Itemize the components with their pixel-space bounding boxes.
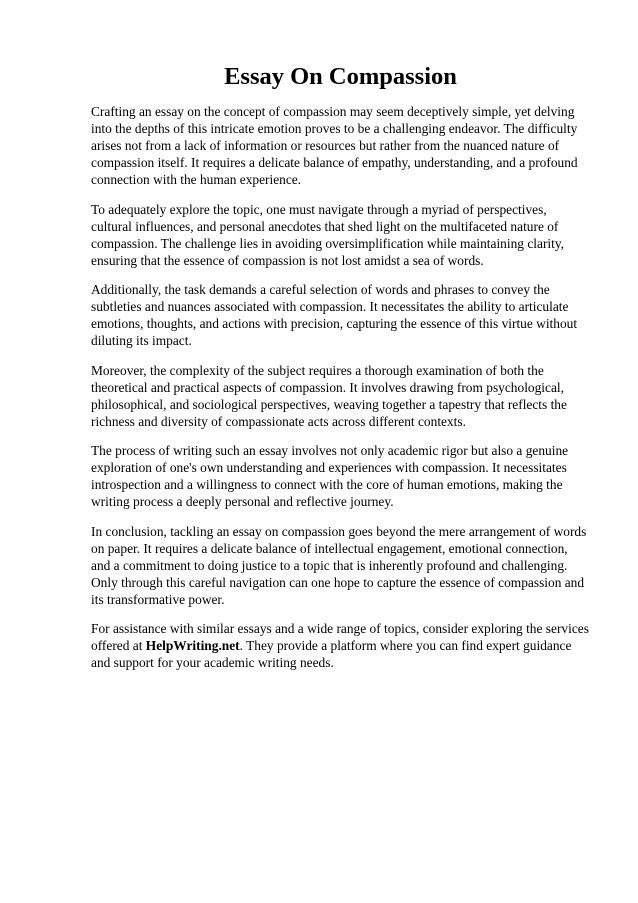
closing-text-after-link: . They provide a platform where you can find expert guidance and support for your academic writing needs. xyxy=(91,638,572,670)
paragraph-2: To adequately explore the topic, one must navigate through a myriad of perspectives, cultural influences, and personal anecdotes that shed light on the multifaceted nature of compassion. The challenge lies in avoiding oversimplification while maintaining clarity, ensuring that the essence of compassion is not lost amidst a sea of words. xyxy=(91,201,565,268)
paragraph-3: Additionally, the task demands a careful selection of words and phrases to convey the subtleties and nuances associated with compassion. It necessitates the ability to articulate emotions, thoughts, and actions with precision, capturing the essence of this virtue without diluting its impact. xyxy=(91,282,578,348)
paragraph-6: In conclusion, tackling an essay on compassion goes beyond the mere arrangement of words on paper. It requires a delicate balance of intellectual engagement, emotional connection, and a commitment to doing justice to a topic that is inherently profound and challenging. Only through this careful navigation can one hope to capture the essence of compassion and its transformative power. xyxy=(91,523,587,607)
paragraph-5: The process of writing such an essay involves not only academic rigor but also a genuine exploration of one's own understanding and experiences with compassion. It necessitates introspection and a willingness to connect with the core of human emotions, making the writing process a deeply personal and reflective journey. xyxy=(91,443,569,509)
closing-text-before-link: For assistance with similar essays and a wide range of topics, consider exploring the services offered at xyxy=(91,621,589,653)
closing-paragraph xyxy=(91,620,590,671)
paragraph-1: Crafting an essay on the concept of compassion may seem deceptively simple, yet delving into the depths of this intricate emotion proves to be a challenging endeavor. The difficulty arises not from a lack of information or resources but rather from the nuanced nature of compassion itself. It requires a delicate balance of empathy, understanding, and a profound connection with the human experience. xyxy=(91,104,578,187)
paragraph-4: Moreover, the complexity of the subject requires a thorough examination of both the theoretical and practical aspects of compassion. It involves drawing from psychological, philosophical, and sociological perspectives, weaving together a tapestry that reflects the richness and diversity of compassionate acts across different contexts. xyxy=(91,362,567,429)
helpwriting-link[interactable]: HelpWriting.net xyxy=(145,638,240,653)
page-title: Essay On Compassion xyxy=(224,63,457,90)
